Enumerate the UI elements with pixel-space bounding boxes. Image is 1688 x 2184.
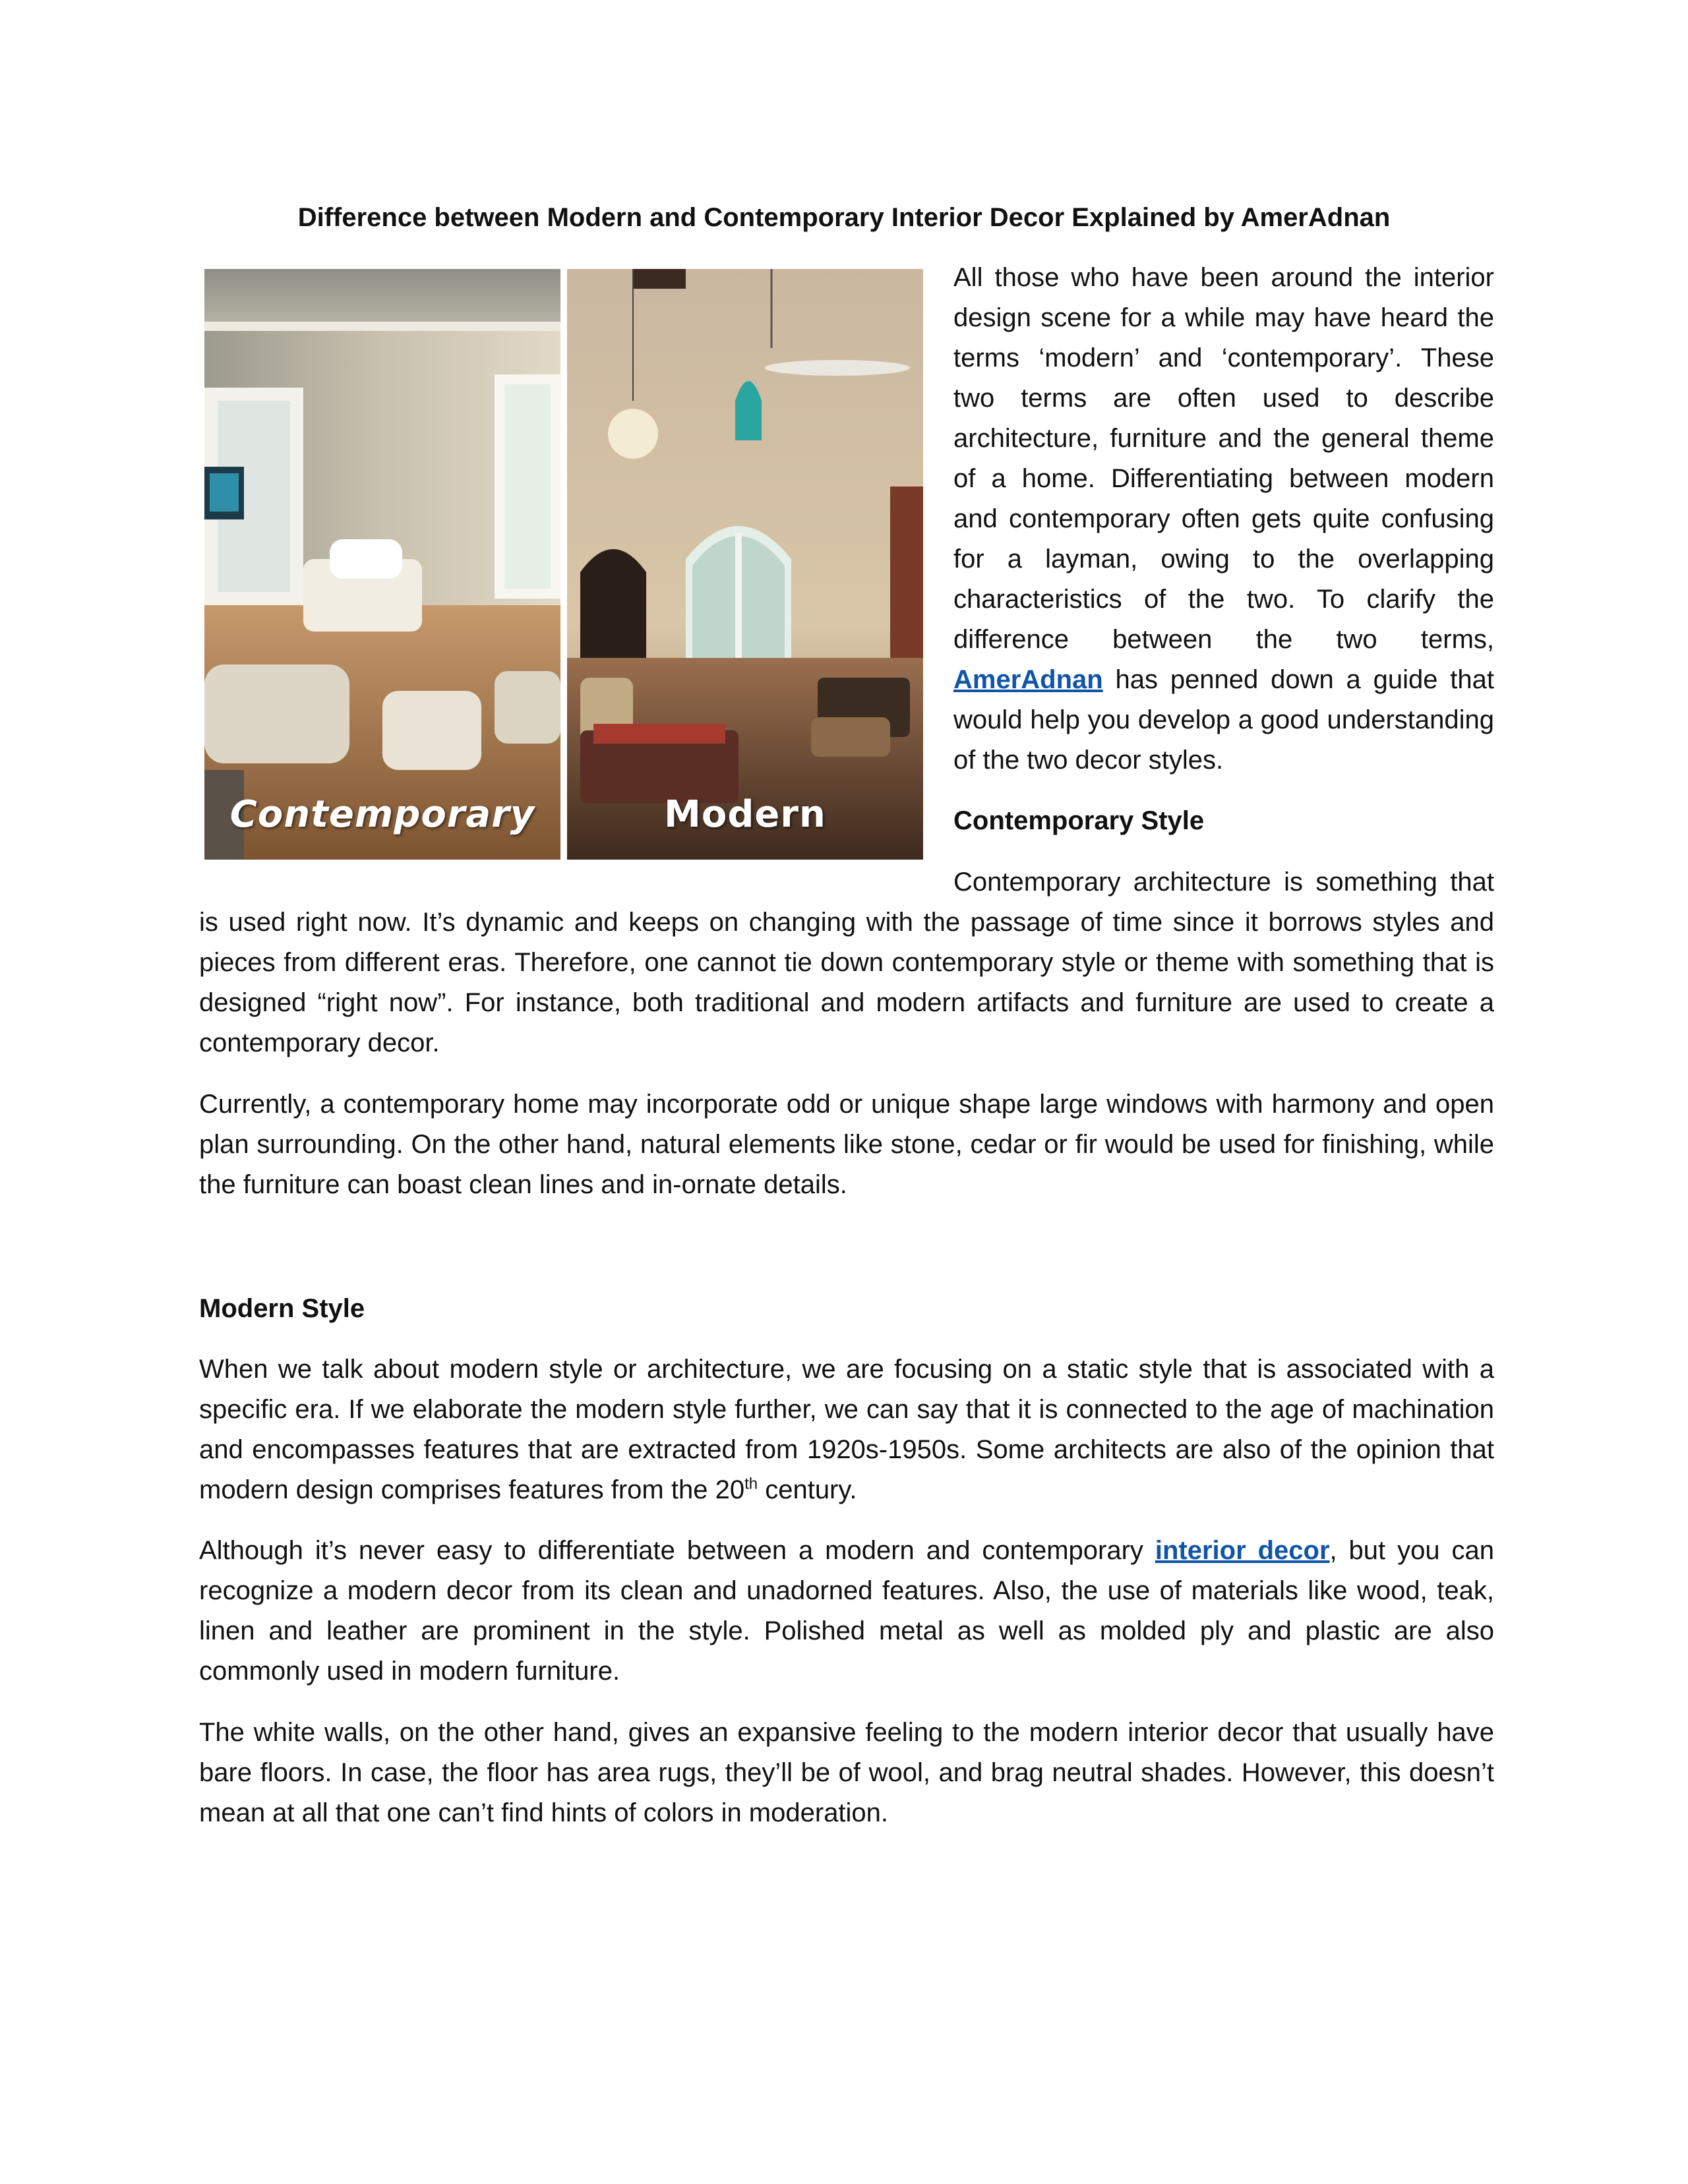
modern-p1-text-end: century.	[758, 1475, 857, 1504]
modern-p2-text-end: , but you can recognize a modern decor from its clean and unadorned features. Also, the use of materials like wood, teak, linen and leather are prominent in the style. Polished metal as well as molded ply and plastic are also commonly used in modern furniture.	[199, 1536, 1494, 1686]
modern-heading: Modern Style	[199, 1294, 365, 1323]
modern-p2-text: Although it’s never easy to differentiate between a modern and contemporary	[199, 1536, 1155, 1565]
contemporary-room-photo	[204, 269, 560, 860]
ameradnan-link[interactable]: AmerAdnan	[953, 665, 1103, 694]
contemporary-paragraph-2: Currently, a contemporary home may incorporate odd or unique shape large windows with harmony and open plan surrounding. On the other hand, natural elements like stone, cedar or fir would be used for finishing, while the furniture can boast clean lines and in-ornate details.	[199, 1090, 1494, 1199]
intro-text-end: has penned down a guide that would help you develop a good understanding of the two decor styles.	[953, 665, 1494, 775]
superscript-th: th	[744, 1475, 758, 1493]
contemporary-heading: Contemporary Style	[953, 806, 1205, 835]
modern-paragraph-3: The white walls, on the other hand, gives an expansive feeling to the modern interior decor that usually have bare floors. In case, the floor has area rugs, they’ll be of wool, and brag neutral shades. However, this doesn’t mean at all that one can’t find hints of colors in moderation.	[199, 1718, 1494, 1827]
interior-decor-link[interactable]: interior decor	[1155, 1536, 1330, 1565]
contemporary-photo-label: Contemporary	[229, 793, 535, 836]
modern-photo-label: Modern	[664, 793, 826, 836]
contemporary-paragraph-1: Contemporary architecture is something that is used right now. It’s dynamic and keeps on changing with the passage of time since it borrows styles and pieces from different eras. Therefore, one cannot tie down contemporary style or theme with something that is designed “right now”. For instance, both traditional and modern artifacts and furniture are used to create a contemporary decor.	[199, 868, 1494, 1057]
intro-paragraph	[953, 258, 1494, 781]
page-title: Difference between Modern and Contemporary Interior Decor Explained by AmerAdnan	[297, 203, 1391, 232]
modern-p1-text: When we talk about modern style or architecture, we are focusing on a static style that is associated with a specific era. If we elaborate the modern style further, we can say that it is connected to the age of machination and encompasses features that are extracted from 1920s-1950s. Some architects are also of the opinion that modern design comprises features from the 20	[199, 1355, 1494, 1504]
modern-paragraph-1	[199, 1349, 1494, 1510]
intro-text: All those who have been around the interior design scene for a while may have heard the terms ‘modern’ and ‘contemporary’. These two terms are often used to describe architecture, furniture and the general theme of a home. Differentiating between modern and contemporary often gets quite confusing for a layman, owing to the overlapping characteristics of the two. To clarify the difference between the two terms,	[953, 263, 1494, 654]
modern-room-photo	[567, 269, 923, 860]
modern-paragraph-2	[199, 1531, 1494, 1692]
